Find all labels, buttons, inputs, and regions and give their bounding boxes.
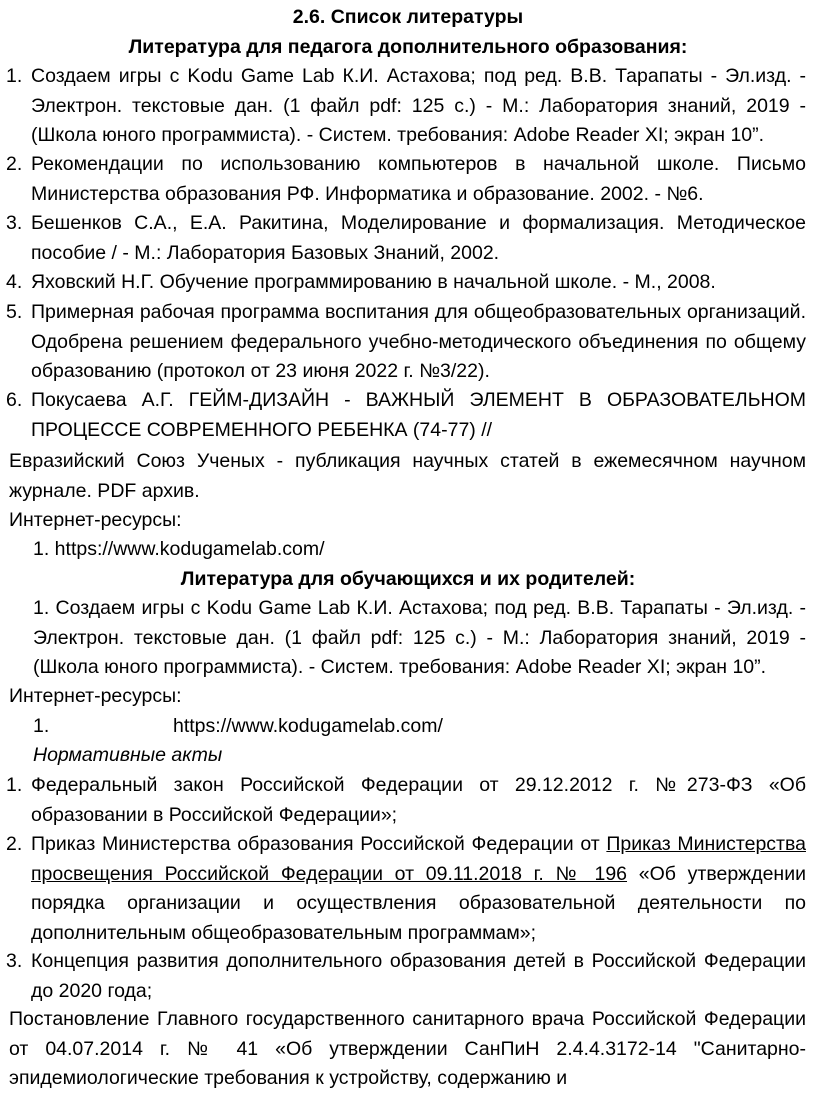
- list-number: 2.: [6, 153, 23, 175]
- list-text: Бешенков С.А., Е.А. Ракитина, Моделирование и формализация. Методическое пособие / - М.: Лаборатория Базовых Знаний, 2002.: [31, 212, 806, 264]
- list-number: 6.: [6, 389, 23, 411]
- list-item: [6, 268, 806, 298]
- list-number: 4.: [6, 271, 23, 293]
- list-item: [6, 771, 806, 830]
- list-text: Покусаева А.Г. ГЕЙМ-ДИЗАЙН - ВАЖНЫЙ ЭЛЕМЕНТ В ОБРАЗОВАТЕЛЬНОМ ПРОЦЕССЕ СОВРЕМЕННОГО РЕБЕНКА (74-77) //: [31, 389, 806, 441]
- section-heading-teacher: Литература для педагога дополнительного образования:: [128, 36, 688, 58]
- list-number: 3.: [6, 950, 23, 972]
- page-title: 2.6. Список литературы: [292, 6, 524, 28]
- list-text: 1. Создаем игры с Kodu Game Lab К.И. Астахова; под ред. В.В. Тарапаты - Эл.изд. - Электрон. текстовые дан. (1 файл pdf: 125 с.) - М.: Лаборатория знаний, 2019 - (Школа юного программиста). - Систем. требования: Adobe Reader XI; экран 10”.: [33, 597, 806, 679]
- list-number: 2.: [6, 833, 23, 855]
- list-number: 1.: [6, 774, 23, 796]
- list-text: Создаем игры с Kodu Game Lab К.И. Астахова; под ред. В.В. Тарапаты - Эл.изд. - Электрон. текстовые дан. (1 файл pdf: 125 с.) - М.: Лаборатория знаний, 2019 - (Школа юного программиста). - Систем. требования: Adobe Reader XI; экран 10”.: [31, 65, 806, 147]
- list-item: [9, 594, 806, 683]
- section-heading-students: Литература для обучающихся и их родителей:: [180, 568, 636, 590]
- order-link[interactable]: Приказ Министерства просвещения Российской Федерации от 09.11.2018 г. № 196: [31, 833, 806, 885]
- list-text: [31, 830, 806, 948]
- normative-acts-label: Нормативные акты: [33, 744, 223, 766]
- list-number: 1.: [33, 715, 50, 737]
- list-item: [6, 298, 806, 387]
- internet-resources-label: Интернет-ресурсы:: [9, 509, 182, 531]
- sanpin-paragraph: Постановление Главного государственного санитарного врача Российской Федерации от 04.07.2014 г. № 41 «Об утверждении СанПиН 2.4.4.3172-14 "Санитарно-эпидемиологические требования к устройству, содержанию и: [9, 1008, 806, 1090]
- list-text: Рекомендации по использованию компьютеров в начальной школе. Письмо Министерства образования РФ. Информатика и образование. 2002. - №6.: [31, 153, 806, 205]
- list-item: [6, 386, 806, 445]
- list-number: 3.: [6, 212, 23, 234]
- list-text: Яховский Н.Г. Обучение программированию в начальной школе. - М., 2008.: [31, 271, 716, 293]
- list-text: Концепция развития дополнительного образования детей в Российской Федерации до 2020 года;: [31, 950, 806, 1002]
- list-item: [6, 830, 806, 948]
- list-text-post: «Об утверждении порядка организации и осуществления образовательной деятельности по дополнительным общеобразовательным программам»;: [31, 862, 806, 944]
- list-item: [6, 209, 806, 268]
- list-text-pre: Приказ Министерства образования Российской Федерации от: [31, 833, 607, 855]
- list-item: [6, 150, 806, 209]
- list-number: 5.: [6, 301, 23, 323]
- list-item: [6, 947, 806, 1006]
- list-text: Федеральный закон Российской Федерации от 29.12.2012 г. №273-ФЗ «Об образовании в Российской Федерации»;: [31, 774, 806, 826]
- eurasian-paragraph: Евразийский Союз Ученых - публикация научных статей в ежемесячном научном журнале. PDF архив.: [9, 450, 806, 502]
- list-item: [6, 62, 806, 151]
- internet-resources-label-2: Интернет-ресурсы:: [9, 685, 182, 707]
- internet-resource-link-2[interactable]: https://www.kodugamelab.com/: [173, 715, 443, 737]
- list-text: Примерная рабочая программа воспитания для общеобразовательных организаций. Одобрена решением федерального учебно-методического объединения по общему образованию (протокол от 23 июня 2022 г. №3/22).: [31, 301, 806, 383]
- list-number: 1.: [6, 65, 23, 87]
- internet-resource-link[interactable]: 1. https://www.kodugamelab.com/: [33, 538, 325, 560]
